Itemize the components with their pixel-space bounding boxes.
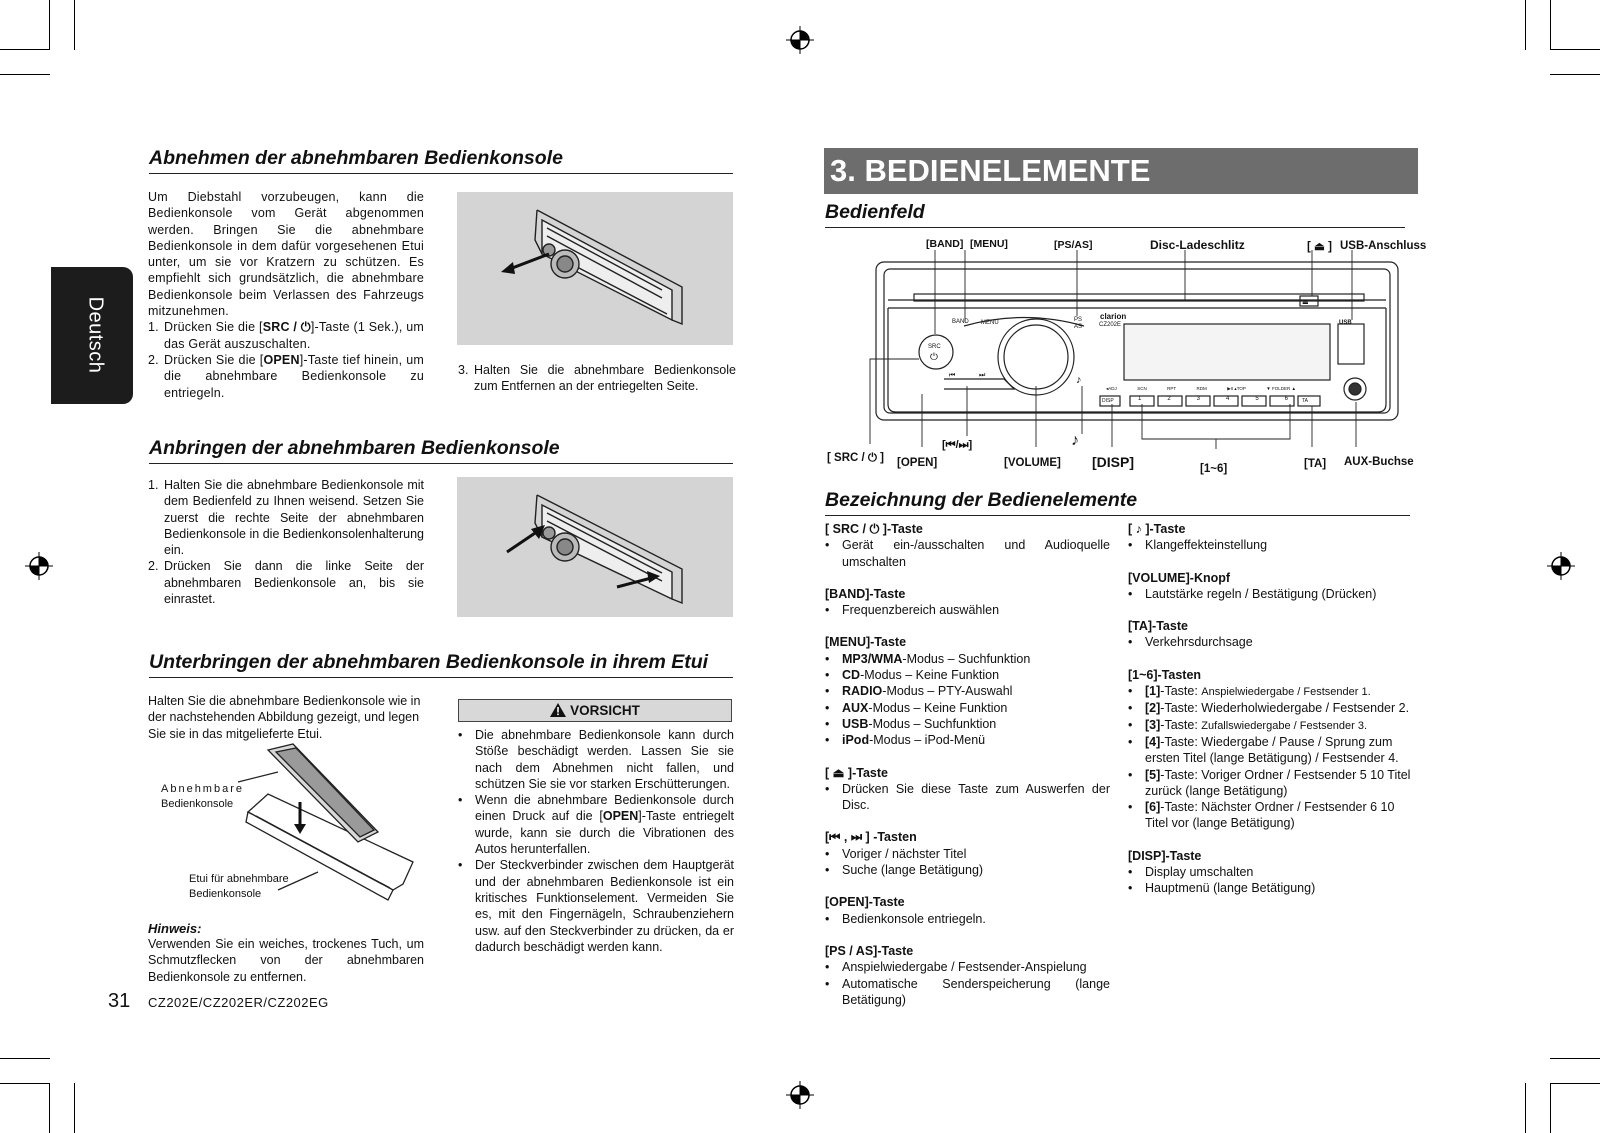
control-desc: • Anspielwiedergabe / Festsender-Anspielung [825, 959, 1110, 975]
warning-icon [550, 702, 566, 723]
ta-key-label: TA [1302, 398, 1309, 404]
control-desc: • [4]-Taste: Wiedergabe / Pause / Sprung zum ersten Titel (lange Betätigung) / Festsender 4. [1128, 734, 1412, 767]
crop-mark [1550, 0, 1551, 50]
crop-mark [49, 0, 50, 50]
callout-eject: [ ⏏ ] [1307, 241, 1332, 253]
caution-list [458, 727, 734, 955]
usb-badge: USB [1339, 320, 1352, 326]
section-heading-detach: Abnehmen der abnehmbaren Bedienkonsole [149, 147, 733, 174]
case-text: Halten Sie die abnehmbare Bedienkonsole wie in der nachstehenden Abbildung gezeigt, und legen Sie sie in das mitgelieferte Etui. [148, 694, 421, 741]
hint-text: Verwenden Sie ein weiches, trockenes Tuch, um Schmutzflecken von der abnehmbaren Bedienkonsole zu entfernen. [148, 937, 424, 984]
callout-presets: [1~6] [1200, 463, 1228, 475]
control-title: [TA]-Taste [1128, 619, 1188, 634]
section-heading-case: Unterbringen der abnehmbaren Bedienkonsole in ihrem Etui [149, 651, 733, 678]
attach-step-1: 1. Halten Sie die abnehmbare Bedienkonsole mit dem Bedienfeld zu Ihnen weisend. Setzen Sie zuerst die rechte Seite der abnehmbaren Bedienkonsole in die Bedienkonsolenhalterung ein. [148, 478, 424, 558]
figure-label-case-2: Bedienkonsole [189, 888, 262, 900]
crop-mark [0, 1058, 50, 1059]
control-desc: • Lautstärke regeln / Bestätigung (Drücken) [1128, 586, 1412, 602]
band-key-label: BAND [952, 319, 969, 325]
control-title: [BAND]-Taste [825, 586, 906, 601]
crop-mark [0, 1083, 50, 1084]
preset-key-labels: ◂ADJ SCN RPT RDM ▶II ▴TOP ▼ FOLDER ▲ [1106, 386, 1296, 391]
callout-aux: AUX-Buchse [1344, 456, 1414, 468]
control-desc: • Drücken Sie diese Taste zum Auswerfen der Disc. [825, 781, 1110, 814]
callout-usb: USB-Anschluss [1340, 240, 1427, 252]
control-desc: • RADIO-Modus – PTY-Auswahl [825, 683, 1110, 699]
preset-key: 5 [1255, 396, 1259, 402]
crop-mark [0, 74, 50, 75]
control-title: [PS / AS]-Taste [825, 943, 914, 958]
control-title: [OPEN]-Taste [825, 895, 905, 910]
page-number: 31 [108, 990, 131, 1012]
preset-key: 2 [1167, 396, 1171, 402]
caution-title: VORSICHT [570, 703, 640, 718]
detach-step-3: 3. Halten Sie die abnehmbare Bedienkonsole zum Entfernen an der entriegelten Seite. [458, 363, 736, 394]
preset-key: 3 [1196, 396, 1200, 402]
registration-mark-icon [1547, 552, 1575, 580]
callout-ta: [TA] [1304, 458, 1327, 470]
control-desc: • AUX-Modus – Keine Funktion [825, 700, 1110, 716]
control-desc: • [3]-Taste: Zufallswiedergabe / Festsender 3. [1128, 717, 1412, 734]
control-desc: • Automatische Senderspeicherung (lange Betätigung) [825, 976, 1110, 1009]
attach-step-2: 2. Drücken Sie dann die linke Seite der abnehmbaren Bedienkonsole an, bis sie einrastet. [148, 559, 424, 607]
control-desc: • Suche (lange Betätigung) [825, 862, 1110, 878]
figure-label-panel-2: Bedienkonsole [161, 798, 234, 810]
control-desc: • Verkehrsdurchsage [1128, 634, 1412, 650]
control-desc: • [6]-Taste: Nächster Ordner / Festsender 6 10 Titel vor (lange Betätigung) [1128, 799, 1412, 832]
figure-detach-panel [457, 192, 733, 345]
sound-key-icon: ♪ [1076, 374, 1082, 386]
disp-key-label: DISP [1102, 398, 1114, 404]
control-title: [ SRC / ⏻ ]-Taste [825, 522, 923, 536]
device-model: CZ202E [1099, 322, 1122, 328]
control-desc: • [5]-Taste: Voriger Ordner / Festsender 5 10 Titel zurück (lange Betätigung) [1128, 767, 1412, 800]
control-title: [DISP]-Taste [1128, 848, 1202, 863]
next-icon: ⏭ [979, 372, 986, 379]
detach-step-2: 2. Drücken Sie die [OPEN]-Taste tief hinein, um die abnehmbare Bedienkonsole zu entriegeln. [148, 352, 424, 400]
crop-mark [1525, 1083, 1526, 1133]
control-desc: • Gerät ein-/ausschalten und Audioquelle umschalten [825, 537, 1110, 570]
registration-mark-icon [25, 552, 53, 580]
control-desc: • Bedienkonsole entriegeln. [825, 911, 1110, 927]
preset-keys [1138, 396, 1288, 402]
hint-title: Hinweis: [148, 921, 202, 936]
callout-src: [ SRC / ⏻ ] [827, 452, 885, 464]
as-key-label: AS [1074, 324, 1083, 330]
callout-volume: [VOLUME] [1004, 457, 1061, 469]
power-icon: ⏻ [930, 352, 938, 363]
callout-psas: [PS/AS] [1054, 239, 1093, 251]
brand-logo: clarion [1100, 312, 1127, 321]
detach-intro [148, 189, 424, 401]
model-number: CZ202E/CZ202ER/CZ202EG [148, 995, 329, 1010]
caution-item: • Wenn die abnehmbare Bedienkonsole durch einen Druck auf die [OPEN]-Taste entriegelt wurde, kann sie durch die Vibrationen des Autos herunterfallen. [458, 792, 734, 857]
figure-label-panel: Abnehmbare [161, 783, 244, 795]
control-desc: • MP3/WMA-Modus – Suchfunktion [825, 651, 1110, 667]
control-desc: • [2]-Taste: Wiederholwiedergabe / Festsender 2. [1128, 700, 1412, 716]
crop-mark [1525, 0, 1526, 50]
detach-step-1: 1. Drücken Sie die [SRC / ⏻]-Taste (1 Sek.), um das Gerät auszuschalten. [148, 320, 425, 351]
callout-band: [BAND] [926, 238, 964, 250]
control-desc: • Frequenzbereich auswählen [825, 602, 1110, 618]
crop-mark [1550, 1083, 1600, 1084]
crop-mark [74, 0, 75, 50]
section-heading-panel: Bedienfeld [825, 201, 1405, 228]
crop-mark [74, 1083, 75, 1133]
control-title: [MENU]-Taste [825, 635, 907, 650]
registration-mark-icon [786, 1081, 814, 1109]
prev-icon: ⏮ [949, 372, 956, 379]
crop-mark [1550, 1058, 1600, 1059]
section-heading-controls: Bezeichnung der Bedienelemente [825, 489, 1410, 516]
control-desc: • iPod-Modus – iPod-Menü [825, 732, 1110, 748]
src-key-label: SRC [928, 344, 941, 350]
control-desc: • USB-Modus – Suchfunktion [825, 716, 1110, 732]
preset-key: 6 [1284, 396, 1288, 402]
control-title: [1~6]-Tasten [1128, 667, 1202, 682]
control-title: [VOLUME]-Knopf [1128, 570, 1231, 585]
crop-mark [1550, 49, 1600, 50]
callout-disc-slot: Disc-Ladeschlitz [1150, 238, 1245, 252]
crop-mark [49, 1083, 50, 1133]
figure-attach-panel [457, 477, 733, 617]
caution-item: • Der Steckverbinder zwischen dem Hauptgerät und der abnehmbaren Bedienkonsole ist ein kritisches Funktionselement. Vermeiden Sie es, mit den Fingernägeln, Schraubenziehern usw. auf den Steckverbinder zu drücken, da er dadurch beschädigt werden kann. [458, 857, 734, 955]
figure-label-case: Etui für abnehmbare [189, 873, 289, 885]
callout-menu: [MENU] [970, 238, 1008, 250]
registration-mark-icon [786, 26, 814, 54]
callout-sound: ♪ [1071, 432, 1079, 449]
preset-key: 1 [1138, 396, 1142, 402]
control-title: [⏮ , ⏭ ] -Tasten [825, 830, 917, 845]
caution-header [458, 699, 732, 722]
menu-key-label: MENU [981, 320, 999, 326]
control-desc: • [1]-Taste: Anspielwiedergabe / Festsender 1. [1128, 683, 1412, 700]
figure-case [148, 742, 428, 902]
callout-open: [OPEN] [897, 457, 938, 469]
preset-key: 4 [1225, 396, 1230, 402]
language-tab [51, 267, 133, 404]
controls-column-1 [825, 521, 1110, 1008]
crop-mark [1550, 1083, 1551, 1133]
control-desc: • Klangeffekteinstellung [1128, 537, 1412, 553]
crop-mark [1550, 74, 1600, 75]
detach-intro-text: Um Diebstahl vorzubeugen, kann die Bedienkonsole vom Gerät abgenommen werden. Bringen Sie die abnehmbare Bedienkonsole in dem dafür vorgesehenen Etui unter, um sie vor Kratzern zu schützen. Es empfiehlt sich grundsätzlich, die abnehmbare Bedienkonsole beim Verlassen des Fahrzeugs mitzunehmen. [148, 190, 424, 319]
language-tab-label: Deutsch [84, 296, 107, 374]
control-desc: • Display umschalten [1128, 864, 1412, 880]
callout-skip: [⏮/⏭] [942, 439, 973, 451]
controls-column-2 [1128, 521, 1412, 897]
control-desc: • CD-Modus – Keine Funktion [825, 667, 1110, 683]
front-panel-diagram [824, 234, 1427, 484]
eject-icon: ⏏ [1302, 299, 1309, 306]
control-title: [ ♪ ]-Taste [1128, 522, 1186, 536]
control-desc: • Hauptmenü (lange Betätigung) [1128, 880, 1412, 896]
section-heading-attach: Anbringen der abnehmbaren Bedienkonsole [149, 437, 733, 464]
ps-key-label: PS [1074, 317, 1083, 323]
chapter-title: 3. BEDIENELEMENTE [824, 148, 1418, 194]
attach-steps [148, 477, 424, 607]
control-title: [ ⏏ ]-Taste [825, 765, 888, 780]
control-desc: • Voriger / nächster Titel [825, 846, 1110, 862]
caution-item: • Die abnehmbare Bedienkonsole kann durch Stöße beschädigt werden. Lassen Sie sie nach dem Abnehmen nicht fallen, und schützen Sie sie vor starken Erschütterungen. [458, 727, 734, 792]
crop-mark [0, 49, 50, 50]
callout-disp: [DISP] [1092, 454, 1134, 470]
